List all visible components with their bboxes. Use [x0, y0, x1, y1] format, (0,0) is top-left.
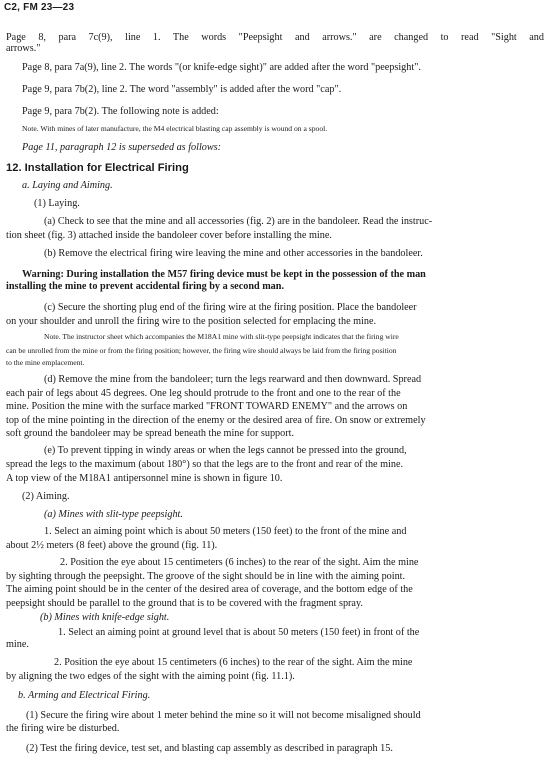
text-line: soft ground the bandoleer may be spread beneath the mine for support.	[6, 428, 294, 439]
text-line: on your shoulder and unroll the firing wire to the position selected for emplacing the mine.	[6, 316, 377, 327]
page-header: C2, FM 23—23	[4, 2, 75, 13]
text-line: mine.	[6, 639, 29, 650]
text-line: by aligning the two edges of the sight with the aiming point (fig. 11.1).	[6, 671, 295, 682]
text-line: Warning: During installation the M57 firing device must be kept in the possession of the man	[22, 269, 426, 280]
text-line: A top view of the M18A1 antipersonnel mine is shown in figure 10.	[6, 473, 283, 484]
text-line: (e) To prevent tipping in windy areas or when the legs cannot be pressed into the ground,	[44, 445, 407, 456]
note-line: Note. The instructor sheet which accompanies the M18A1 mine with slit-type peepsight indicates that the firing wire	[44, 332, 399, 341]
text-line: top of the mine pointing in the direction of the enemy or the desired area of fire. On snow or extremely	[6, 415, 426, 426]
text-line: (2) Aiming.	[22, 491, 70, 502]
text-line: tion sheet (fig. 3) attached inside the bandoleer cover before installing the mine.	[6, 230, 332, 241]
text-line: the firing wire be disturbed.	[6, 723, 120, 734]
text-line: (1) Secure the firing wire about 1 meter behind the mine so it will not become misaligned should	[26, 710, 421, 721]
note-line: to the mine emplacement.	[6, 358, 85, 367]
text-line: 2. Position the eye about 15 centimeters (6 inches) to the rear of the sight. Aim the mine	[60, 557, 419, 568]
text-line: 1. Select an aiming point at ground level that is about 50 meters (150 feet) in front of the	[58, 627, 420, 638]
text-line: (a) Check to see that the mine and all accessories (fig. 2) are in the bandoleer. Read the instruc-	[44, 216, 433, 227]
text-line: (b) Remove the electrical firing wire leaving the mine and other accessories in the bandoleer.	[44, 248, 423, 259]
text-line: Page 8, para 7c(9), line 1. The words "Peepsight and arrows." are changed to read "Sight and	[6, 32, 544, 43]
text-line: Page 9, para 7b(2). The following note is added:	[22, 106, 219, 117]
text-line: spread the legs to the maximum (about 180°) so that the legs are to the front and rear of the mine.	[6, 459, 404, 470]
text-line: (a) Mines with slit-type peepsight.	[44, 509, 183, 520]
text-line: 2. Position the eye about 15 centimeters (6 inches) to the rear of the sight. Aim the mine	[54, 657, 413, 668]
text-line: (1) Laying.	[34, 198, 80, 209]
note-line: Note. With mines of later manufacture, the M4 electrical blasting cap assembly is wound on a spool.	[22, 124, 328, 133]
text-line: Page 9, para 7b(2), line 2. The word "assembly" is added after the word "cap".	[22, 84, 342, 95]
text-line: a. Laying and Aiming.	[22, 180, 113, 191]
text-line: b. Arming and Electrical Firing.	[18, 690, 151, 701]
text-line: mine. Position the mine with the surface marked "FRONT TOWARD ENEMY" and the arrows on	[6, 401, 408, 412]
text-line: arrows."	[6, 43, 41, 54]
text-line: about 2½ meters (8 feet) above the ground (fig. 11).	[6, 540, 218, 551]
note-line: can be unrolled from the mine or from the firing position; however, the firing wire should always be laid from the firing position	[6, 346, 397, 355]
text-line: by sighting through the peepsight. The groove of the sight should be in line with the aiming point.	[6, 571, 406, 582]
text-line: 1. Select an aiming point which is about 50 meters (150 feet) to the front of the mine and	[44, 526, 407, 537]
text-line: each pair of legs about 45 degrees. One leg should protrude to the front and one to the rear of the	[6, 388, 401, 399]
text-line: The aiming point should be in the center of the desired area of coverage, and the bottom edge of the	[6, 584, 413, 595]
text-line: Page 8, para 7a(9), line 2. The words "(or knife-edge sight)" are added after the word "peepsight".	[22, 62, 421, 73]
text-line: Page 11, paragraph 12 is superseded as follows:	[22, 142, 222, 153]
text-line: (b) Mines with knife-edge sight.	[40, 612, 170, 623]
text-line: (d) Remove the mine from the bandoleer; turn the legs rearward and then downward. Spread	[44, 374, 422, 385]
text-line: (c) Secure the shorting plug end of the firing wire at the firing position. Place the bandoleer	[44, 302, 417, 313]
section-heading: 12. Installation for Electrical Firing	[6, 162, 189, 174]
text-line: installing the mine to prevent accidental firing by a second man.	[6, 281, 284, 292]
text-line: peepsight should be parallel to the ground that is to be covered with the fragment spray.	[6, 598, 363, 609]
text-line: (2) Test the firing device, test set, and blasting cap assembly as described in paragraph 15.	[26, 743, 393, 754]
